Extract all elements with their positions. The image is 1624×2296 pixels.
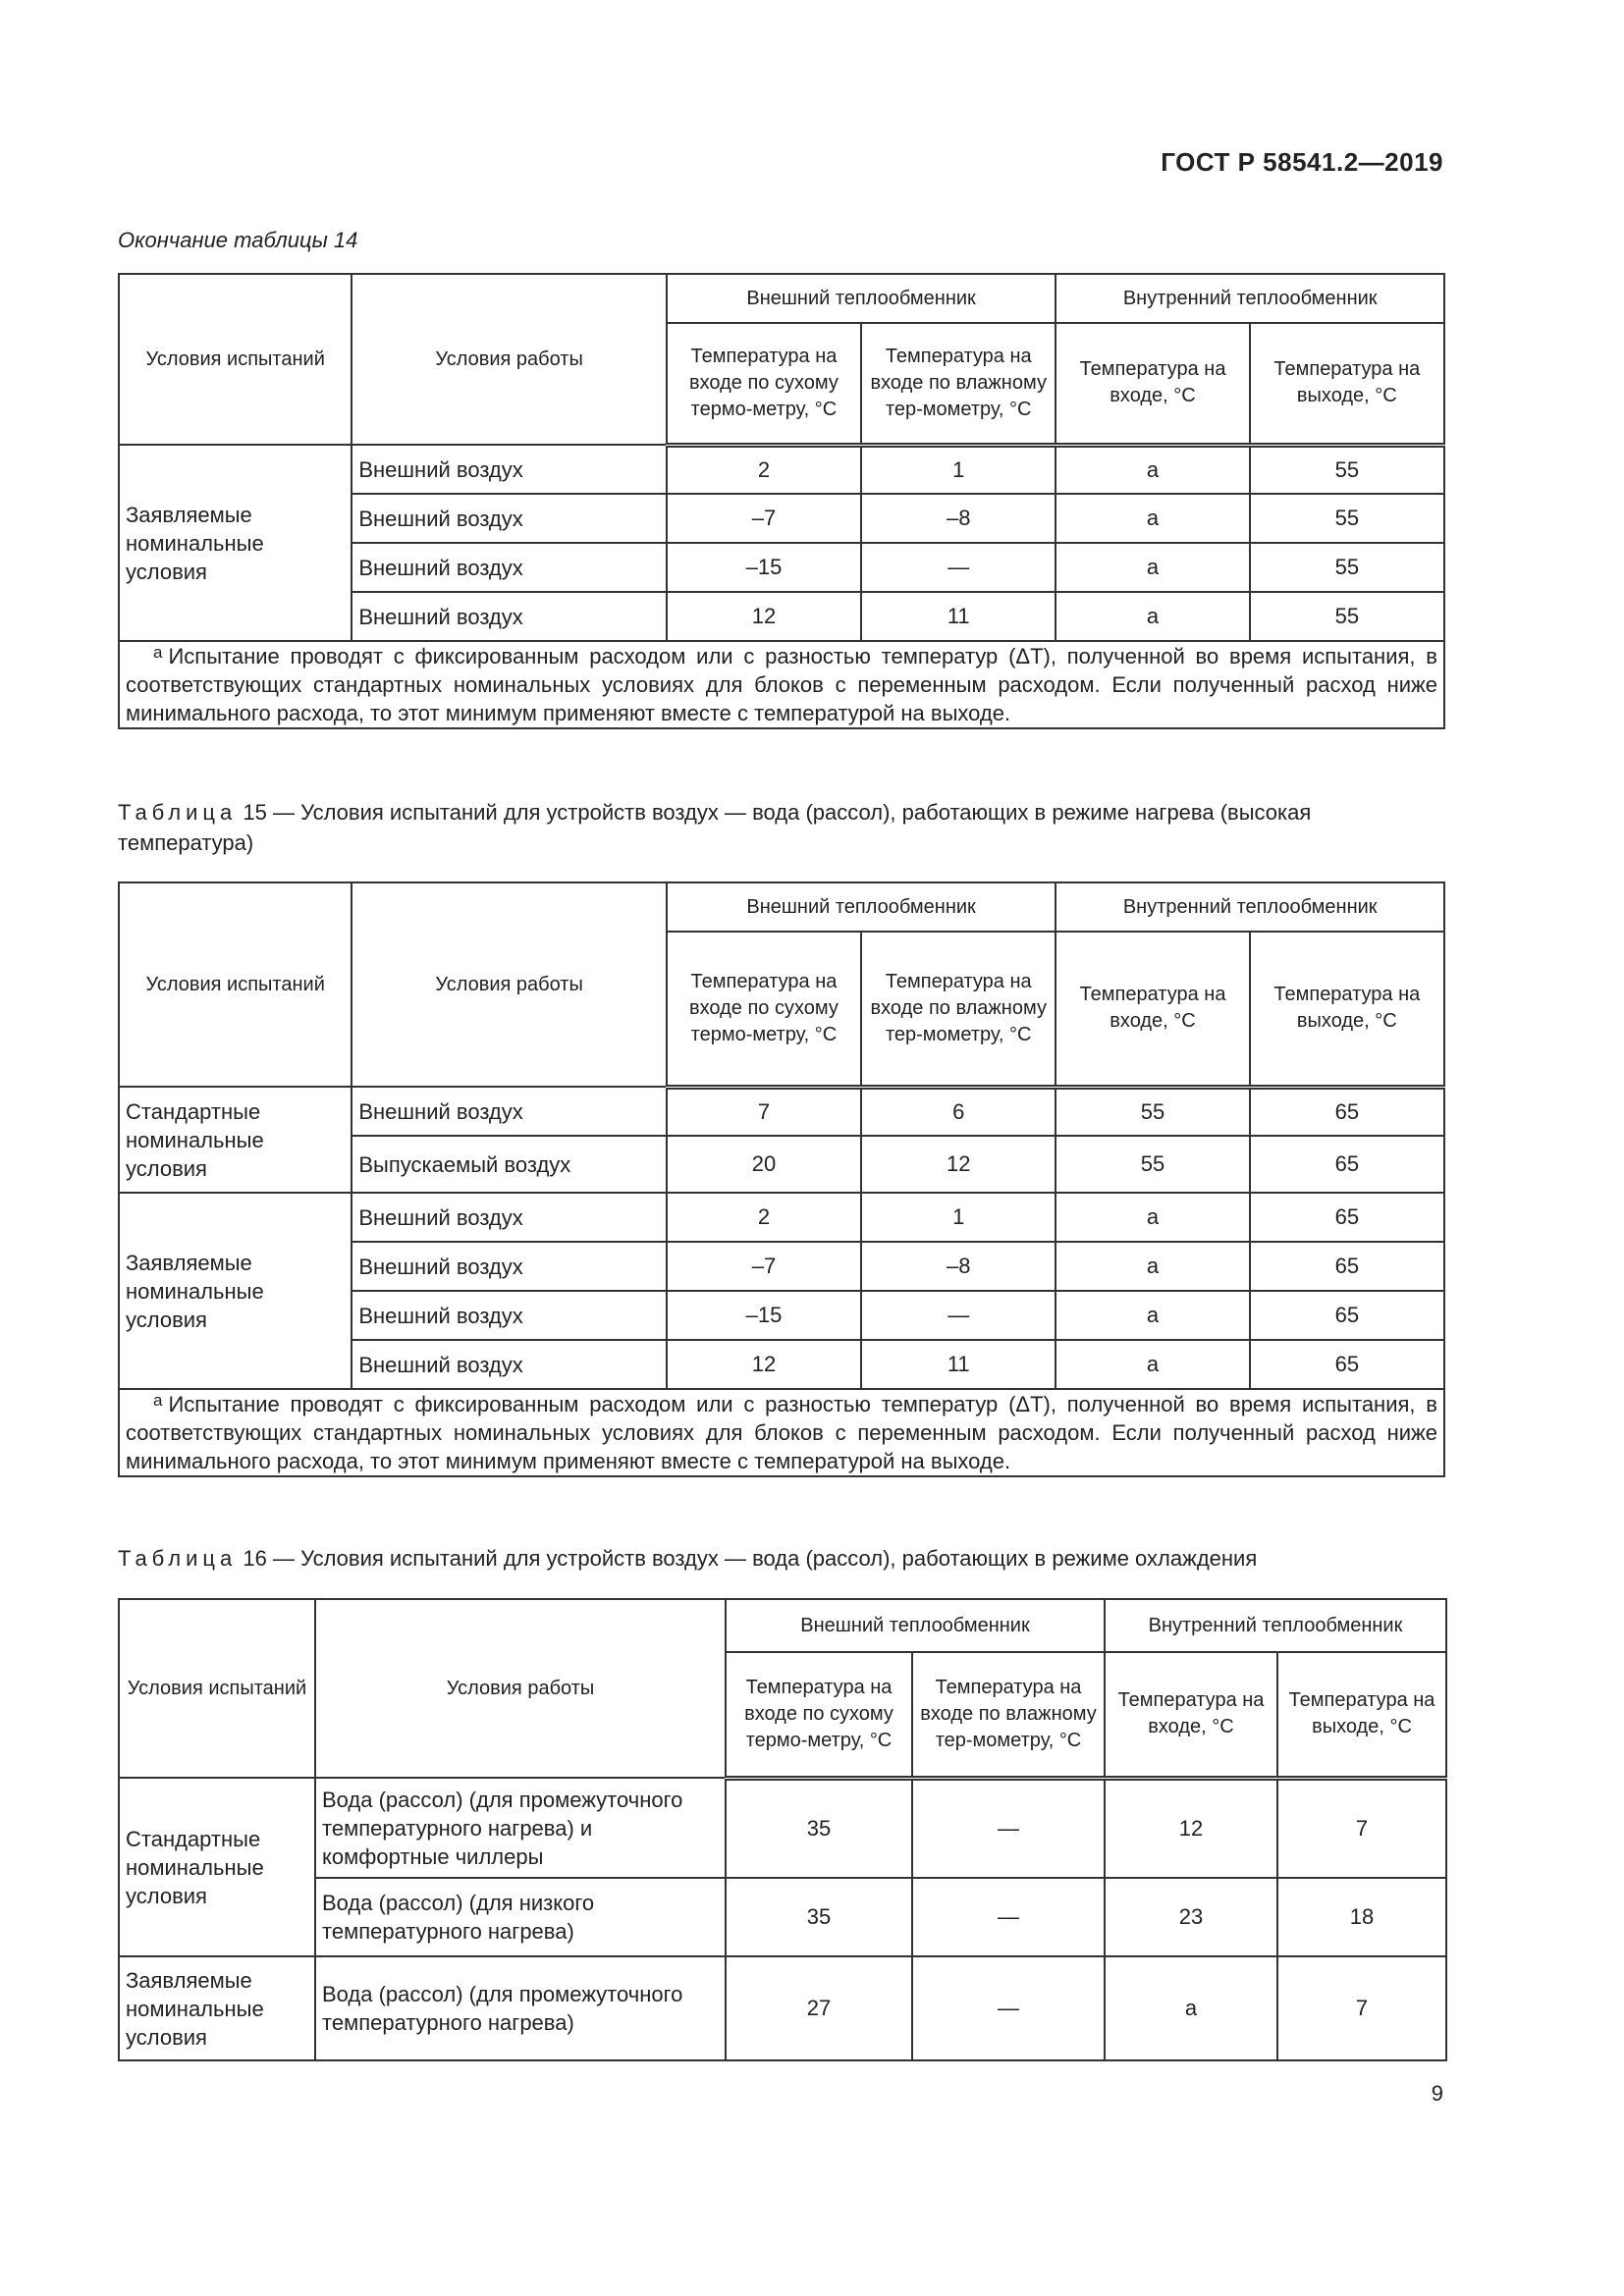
- wet-cell: 1: [861, 1193, 1056, 1242]
- inlet-cell: a: [1056, 445, 1249, 494]
- work-cell: Вода (рассол) (для низкого температурного нагрева): [315, 1878, 726, 1956]
- wet-cell: —: [912, 1956, 1105, 2060]
- work-cell: Вода (рассол) (для промежуточного температурного нагрева) и комфортные чиллеры: [315, 1778, 726, 1878]
- header-outer-hx: Внешний теплообменник: [726, 1599, 1105, 1652]
- dry-cell: –15: [667, 1291, 861, 1340]
- outlet-cell: 65: [1250, 1242, 1444, 1291]
- dry-cell: –15: [667, 543, 861, 592]
- work-cell: Вода (рассол) (для промежуточного температурного нагрева): [315, 1956, 726, 2060]
- table-16-caption: [118, 1543, 1445, 1574]
- header-test-conditions: Условия испытаний: [119, 882, 352, 1087]
- header-inlet: Температура на входе, °C: [1056, 932, 1249, 1087]
- header-wet-bulb: Температура на входе по влажному тер-мометру, °C: [861, 323, 1056, 445]
- inlet-cell: a: [1105, 1956, 1277, 2060]
- wet-cell: –8: [861, 494, 1056, 543]
- header-work-conditions: Условия работы: [352, 274, 666, 445]
- table-title: 15 — Условия испытаний для устройств воздух — вода (рассол), работающих в режиме нагрева (высокая температура): [118, 800, 1312, 855]
- header-inner-hx: Внутренний теплообменник: [1105, 1599, 1446, 1652]
- table-row: [119, 1878, 1446, 1956]
- dry-cell: 35: [726, 1778, 912, 1878]
- inlet-cell: 23: [1105, 1878, 1277, 1956]
- dry-cell: 27: [726, 1956, 912, 2060]
- outlet-cell: 18: [1277, 1878, 1446, 1956]
- group-label: Заявляемые номинальные условия: [119, 445, 352, 641]
- table-continuation-caption: Окончание таблицы 14: [118, 228, 358, 252]
- header-work-conditions: Условия работы: [315, 1599, 726, 1778]
- outlet-cell: 65: [1250, 1087, 1444, 1136]
- wet-cell: 11: [861, 592, 1056, 641]
- outlet-cell: 65: [1250, 1340, 1444, 1389]
- outlet-cell: 7: [1277, 1778, 1446, 1878]
- group-label: Стандартные номинальные условия: [119, 1778, 315, 1956]
- header-outer-hx: Внешний теплообменник: [667, 274, 1056, 323]
- header-inner-hx: Внутренний теплообменник: [1056, 882, 1444, 932]
- dry-cell: –7: [667, 1242, 861, 1291]
- wet-cell: 12: [861, 1136, 1056, 1193]
- header-inlet: Температура на входе, °C: [1105, 1652, 1277, 1778]
- wet-cell: —: [912, 1878, 1105, 1956]
- dry-cell: 2: [667, 1193, 861, 1242]
- header-dry-bulb: Температура на входе по сухому термо-метру, °C: [726, 1652, 912, 1778]
- dry-cell: 12: [667, 1340, 861, 1389]
- header-outer-hx: Внешний теплообменник: [667, 882, 1056, 932]
- work-cell: Внешний воздух: [352, 1193, 666, 1242]
- inlet-cell: a: [1056, 543, 1249, 592]
- wet-cell: –8: [861, 1242, 1056, 1291]
- header-outlet: Температура на выходе, °C: [1250, 932, 1444, 1087]
- header-wet-bulb: Температура на входе по влажному тер-мометру, °C: [861, 932, 1056, 1087]
- table-14: [118, 273, 1445, 729]
- header-inlet: Температура на входе, °C: [1056, 323, 1249, 445]
- inlet-cell: a: [1056, 1242, 1249, 1291]
- dry-cell: 2: [667, 445, 861, 494]
- inlet-cell: a: [1056, 1340, 1249, 1389]
- table-footnote: [119, 1389, 1444, 1476]
- work-cell: Выпускаемый воздух: [352, 1136, 666, 1193]
- footnote-mark: a: [153, 1391, 163, 1410]
- footnote-mark: a: [153, 643, 163, 662]
- table-label: Таблица: [118, 1546, 238, 1571]
- document-code: ГОСТ Р 58541.2—2019: [1161, 147, 1443, 177]
- group-label: Стандартные номинальные условия: [119, 1087, 352, 1193]
- table-title: 16 — Условия испытаний для устройств воздух — вода (рассол), работающих в режиме охлаждения: [243, 1546, 1258, 1571]
- inlet-cell: 55: [1056, 1087, 1249, 1136]
- wet-cell: —: [861, 543, 1056, 592]
- dry-cell: –7: [667, 494, 861, 543]
- work-cell: Внешний воздух: [352, 543, 666, 592]
- dry-cell: 20: [667, 1136, 861, 1193]
- outlet-cell: 55: [1250, 592, 1444, 641]
- table-15: [118, 881, 1445, 1477]
- wet-cell: —: [912, 1778, 1105, 1878]
- table-16: [118, 1598, 1447, 2061]
- dry-cell: 12: [667, 592, 861, 641]
- table-row: [119, 1087, 1444, 1136]
- table-footnote: [119, 641, 1444, 728]
- dry-cell: 35: [726, 1878, 912, 1956]
- header-inner-hx: Внутренний теплообменник: [1056, 274, 1444, 323]
- group-label: Заявляемые номинальные условия: [119, 1193, 352, 1389]
- header-test-conditions: Условия испытаний: [119, 1599, 315, 1778]
- inlet-cell: a: [1056, 592, 1249, 641]
- table-row: [119, 1956, 1446, 2060]
- wet-cell: —: [861, 1291, 1056, 1340]
- work-cell: Внешний воздух: [352, 1291, 666, 1340]
- work-cell: Внешний воздух: [352, 592, 666, 641]
- outlet-cell: 55: [1250, 543, 1444, 592]
- footnote-text: Испытание проводят с фиксированным расходом или с разностью температур (ΔT), полученной во время испытания, в соответствующих стандартных номинальных условиях для блоков с переменным расходом. Если полученный расход ниже минимального расхода, то этот минимум применяют вместе с температурой на выходе.: [126, 1392, 1437, 1473]
- table-label: Таблица: [118, 800, 238, 825]
- wet-cell: 1: [861, 445, 1056, 494]
- dry-cell: 7: [667, 1087, 861, 1136]
- work-cell: Внешний воздух: [352, 445, 666, 494]
- work-cell: Внешний воздух: [352, 1242, 666, 1291]
- work-cell: Внешний воздух: [352, 494, 666, 543]
- header-dry-bulb: Температура на входе по сухому термо-метру, °C: [667, 932, 861, 1087]
- table-row: [119, 1778, 1446, 1878]
- header-work-conditions: Условия работы: [352, 882, 666, 1087]
- wet-cell: 6: [861, 1087, 1056, 1136]
- wet-cell: 11: [861, 1340, 1056, 1389]
- header-outlet: Температура на выходе, °C: [1250, 323, 1444, 445]
- inlet-cell: 55: [1056, 1136, 1249, 1193]
- inlet-cell: a: [1056, 494, 1249, 543]
- group-label: Заявляемые номинальные условия: [119, 1956, 315, 2060]
- header-outlet: Температура на выходе, °C: [1277, 1652, 1446, 1778]
- inlet-cell: 12: [1105, 1778, 1277, 1878]
- outlet-cell: 7: [1277, 1956, 1446, 2060]
- header-wet-bulb: Температура на входе по влажному тер-мометру, °C: [912, 1652, 1105, 1778]
- table-row: [119, 445, 1444, 494]
- inlet-cell: a: [1056, 1291, 1249, 1340]
- inlet-cell: a: [1056, 1193, 1249, 1242]
- work-cell: Внешний воздух: [352, 1340, 666, 1389]
- outlet-cell: 65: [1250, 1136, 1444, 1193]
- page-number: 9: [1431, 2081, 1443, 2106]
- outlet-cell: 55: [1250, 494, 1444, 543]
- outlet-cell: 55: [1250, 445, 1444, 494]
- outlet-cell: 65: [1250, 1193, 1444, 1242]
- outlet-cell: 65: [1250, 1291, 1444, 1340]
- table-row: [119, 1193, 1444, 1242]
- header-test-conditions: Условия испытаний: [119, 274, 352, 445]
- footnote-text: Испытание проводят с фиксированным расходом или с разностью температур (ΔT), полученной во время испытания, в соответствующих стандартных номинальных условиях для блоков с переменным расходом. Если полученный расход ниже минимального расхода, то этот минимум применяют вместе с температурой на выходе.: [126, 644, 1437, 725]
- header-dry-bulb: Температура на входе по сухому термо-метру, °C: [667, 323, 861, 445]
- table-15-caption: [118, 797, 1445, 858]
- work-cell: Внешний воздух: [352, 1087, 666, 1136]
